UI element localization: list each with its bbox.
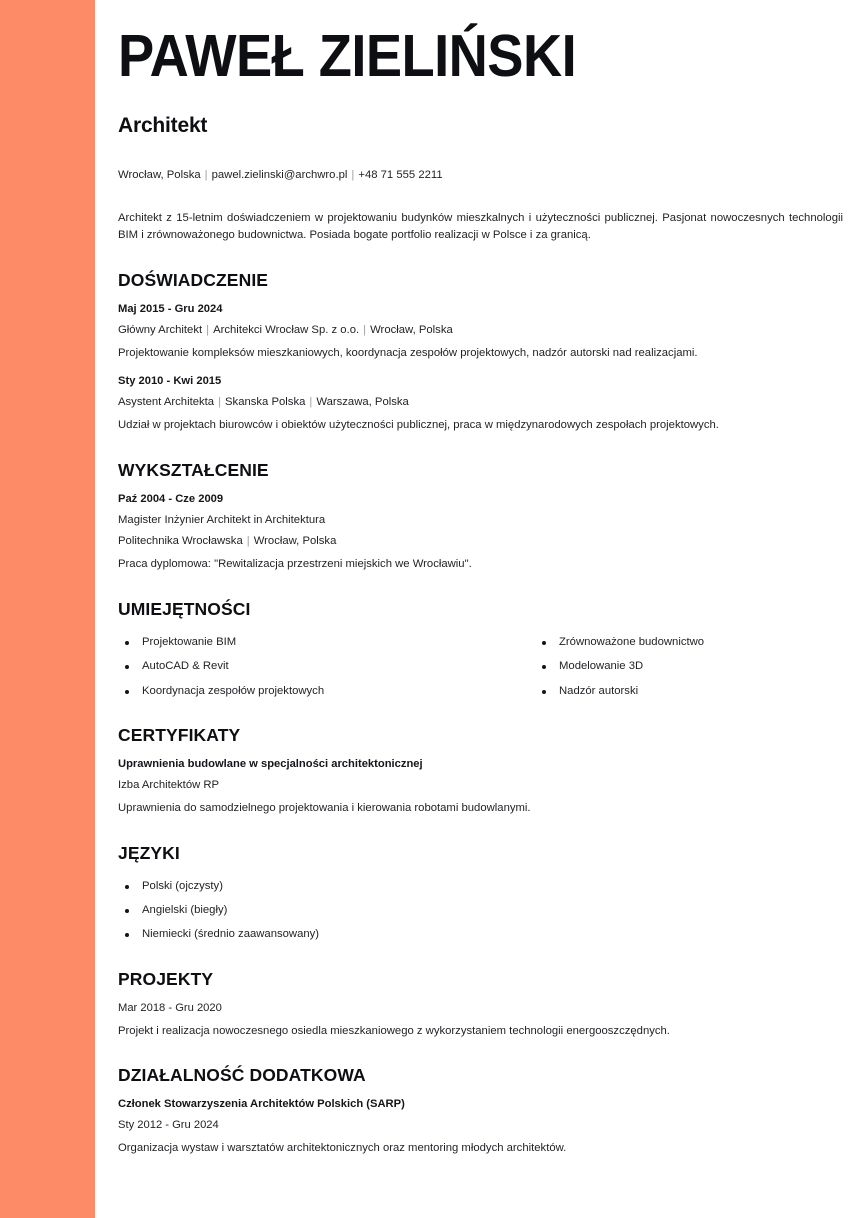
experience-location: Wrocław, Polska <box>370 324 453 337</box>
section-title-skills: UMIEJĘTNOŚCI <box>118 599 251 620</box>
project-date: Mar 2018 - Gru 2020 <box>118 1001 222 1014</box>
skills-list-right <box>535 635 848 699</box>
list-item: Modelowanie 3D <box>535 659 848 674</box>
section-projects <box>118 969 848 1040</box>
extra-activity-name: Członek Stowarzyszenia Architektów Polskich (SARP) <box>118 1098 405 1111</box>
experience-date: Maj 2015 - Gru 2024 <box>118 303 223 316</box>
meta-separator: | <box>246 535 250 548</box>
education-entry <box>118 493 848 573</box>
professional-summary: Architekt z 15-letnim doświadczeniem w projektowaniu budynków mieszkalnych i użyteczności publicznej. Pasjonat nowoczesnych technologii BIM i zrównoważonego budownictwa. Posiada bogate portfolio realizacji w Polsce i za granicą. <box>118 211 843 242</box>
extra-activity-entry <box>118 1098 848 1157</box>
meta-separator: | <box>218 396 222 409</box>
section-title-languages: JĘZYKI <box>118 842 180 863</box>
experience-date: Sty 2010 - Kwi 2015 <box>118 375 222 388</box>
certificate-entry <box>118 758 848 817</box>
experience-entry <box>118 375 848 434</box>
experience-location: Warszawa, Polska <box>316 396 409 409</box>
project-entry <box>118 1002 848 1040</box>
education-school-line <box>118 535 848 547</box>
list-item: Koordynacja zespołów projektowych <box>118 684 483 699</box>
left-accent-bar <box>0 0 95 1218</box>
resume-content <box>118 0 848 1159</box>
list-item: Polski (ojczysty) <box>118 879 848 894</box>
skills-column-right <box>483 635 848 699</box>
section-title-certificates: CERTYFIKATY <box>118 724 241 745</box>
experience-description: Udział w projektach biurowców i obiektów użyteczności publicznej, praca w międzynarodowych zespołach projektowych. <box>118 419 719 432</box>
section-title-extra-activity: DZIAŁALNOŚĆ DODATKOWA <box>118 1065 366 1086</box>
contact-separator-2: | <box>351 169 355 181</box>
list-item: Projektowanie BIM <box>118 635 483 650</box>
certificate-issuer: Izba Architektów RP <box>118 778 220 791</box>
meta-separator: | <box>309 396 313 409</box>
meta-separator: | <box>363 324 367 337</box>
section-skills <box>118 599 848 699</box>
section-title-projects: PROJEKTY <box>118 968 214 989</box>
skills-column-left <box>118 635 483 699</box>
meta-separator: | <box>206 324 210 337</box>
candidate-job-title: Architekt <box>118 114 208 137</box>
contact-email[interactable]: pawel.zielinski@archwro.pl <box>211 169 348 181</box>
contact-line <box>118 167 848 184</box>
section-extra-activity <box>118 1065 848 1157</box>
candidate-name: PAWEŁ ZIELIŃSKI <box>118 23 577 89</box>
section-title-experience: DOŚWIADCZENIE <box>118 270 269 291</box>
extra-activity-description: Organizacja wystaw i warsztatów architektonicznych oraz mentoring młodych architektów. <box>118 1142 567 1155</box>
section-languages <box>118 843 848 943</box>
education-school: Politechnika Wrocławska <box>118 535 243 548</box>
list-item: Zrównoważone budownictwo <box>535 635 848 650</box>
experience-company: Skanska Polska <box>225 396 306 409</box>
contact-separator-1: | <box>204 169 208 181</box>
list-item: Nadzór autorski <box>535 684 848 699</box>
list-item: AutoCAD & Revit <box>118 659 483 674</box>
education-description: Praca dyplomowa: "Rewitalizacja przestrzeni miejskich we Wrocławiu". <box>118 558 472 571</box>
section-title-education: WYKSZTAŁCENIE <box>118 460 269 481</box>
contact-phone[interactable]: +48 71 555 2211 <box>358 169 443 181</box>
education-location: Wrocław, Polska <box>253 535 337 548</box>
experience-role: Asystent Architekta <box>118 396 215 409</box>
list-item: Niemiecki (średnio zaawansowany) <box>118 927 848 942</box>
skills-columns <box>118 635 848 699</box>
experience-meta <box>118 324 848 336</box>
contact-location: Wrocław, Polska <box>118 169 201 181</box>
section-education <box>118 460 848 573</box>
certificate-description: Uprawnienia do samodzielnego projektowania i kierowania robotami budowlanymi. <box>118 801 531 814</box>
extra-activity-date: Sty 2012 - Gru 2024 <box>118 1119 219 1132</box>
experience-company: Architekci Wrocław Sp. z o.o. <box>213 324 360 337</box>
experience-entry <box>118 303 848 362</box>
section-certificates <box>118 725 848 817</box>
education-date: Paź 2004 - Cze 2009 <box>118 493 224 506</box>
project-description: Projekt i realizacja nowoczesnego osiedla mieszkaniowego z wykorzystaniem technologii energooszczędnych. <box>118 1024 670 1037</box>
section-experience <box>118 270 848 434</box>
experience-description: Projektowanie kompleksów mieszkaniowych, koordynacja zespołów projektowych, nadzór autorski nad realizacjami. <box>118 347 698 360</box>
certificate-name: Uprawnienia budowlane w specjalności architektonicznej <box>118 757 423 770</box>
list-item: Angielski (biegły) <box>118 903 848 918</box>
experience-role: Główny Architekt <box>118 324 203 337</box>
skills-list-left <box>118 635 483 699</box>
education-degree: Magister Inżynier Architekt in Architektura <box>118 514 326 527</box>
languages-list <box>118 879 848 943</box>
experience-meta <box>118 396 848 408</box>
